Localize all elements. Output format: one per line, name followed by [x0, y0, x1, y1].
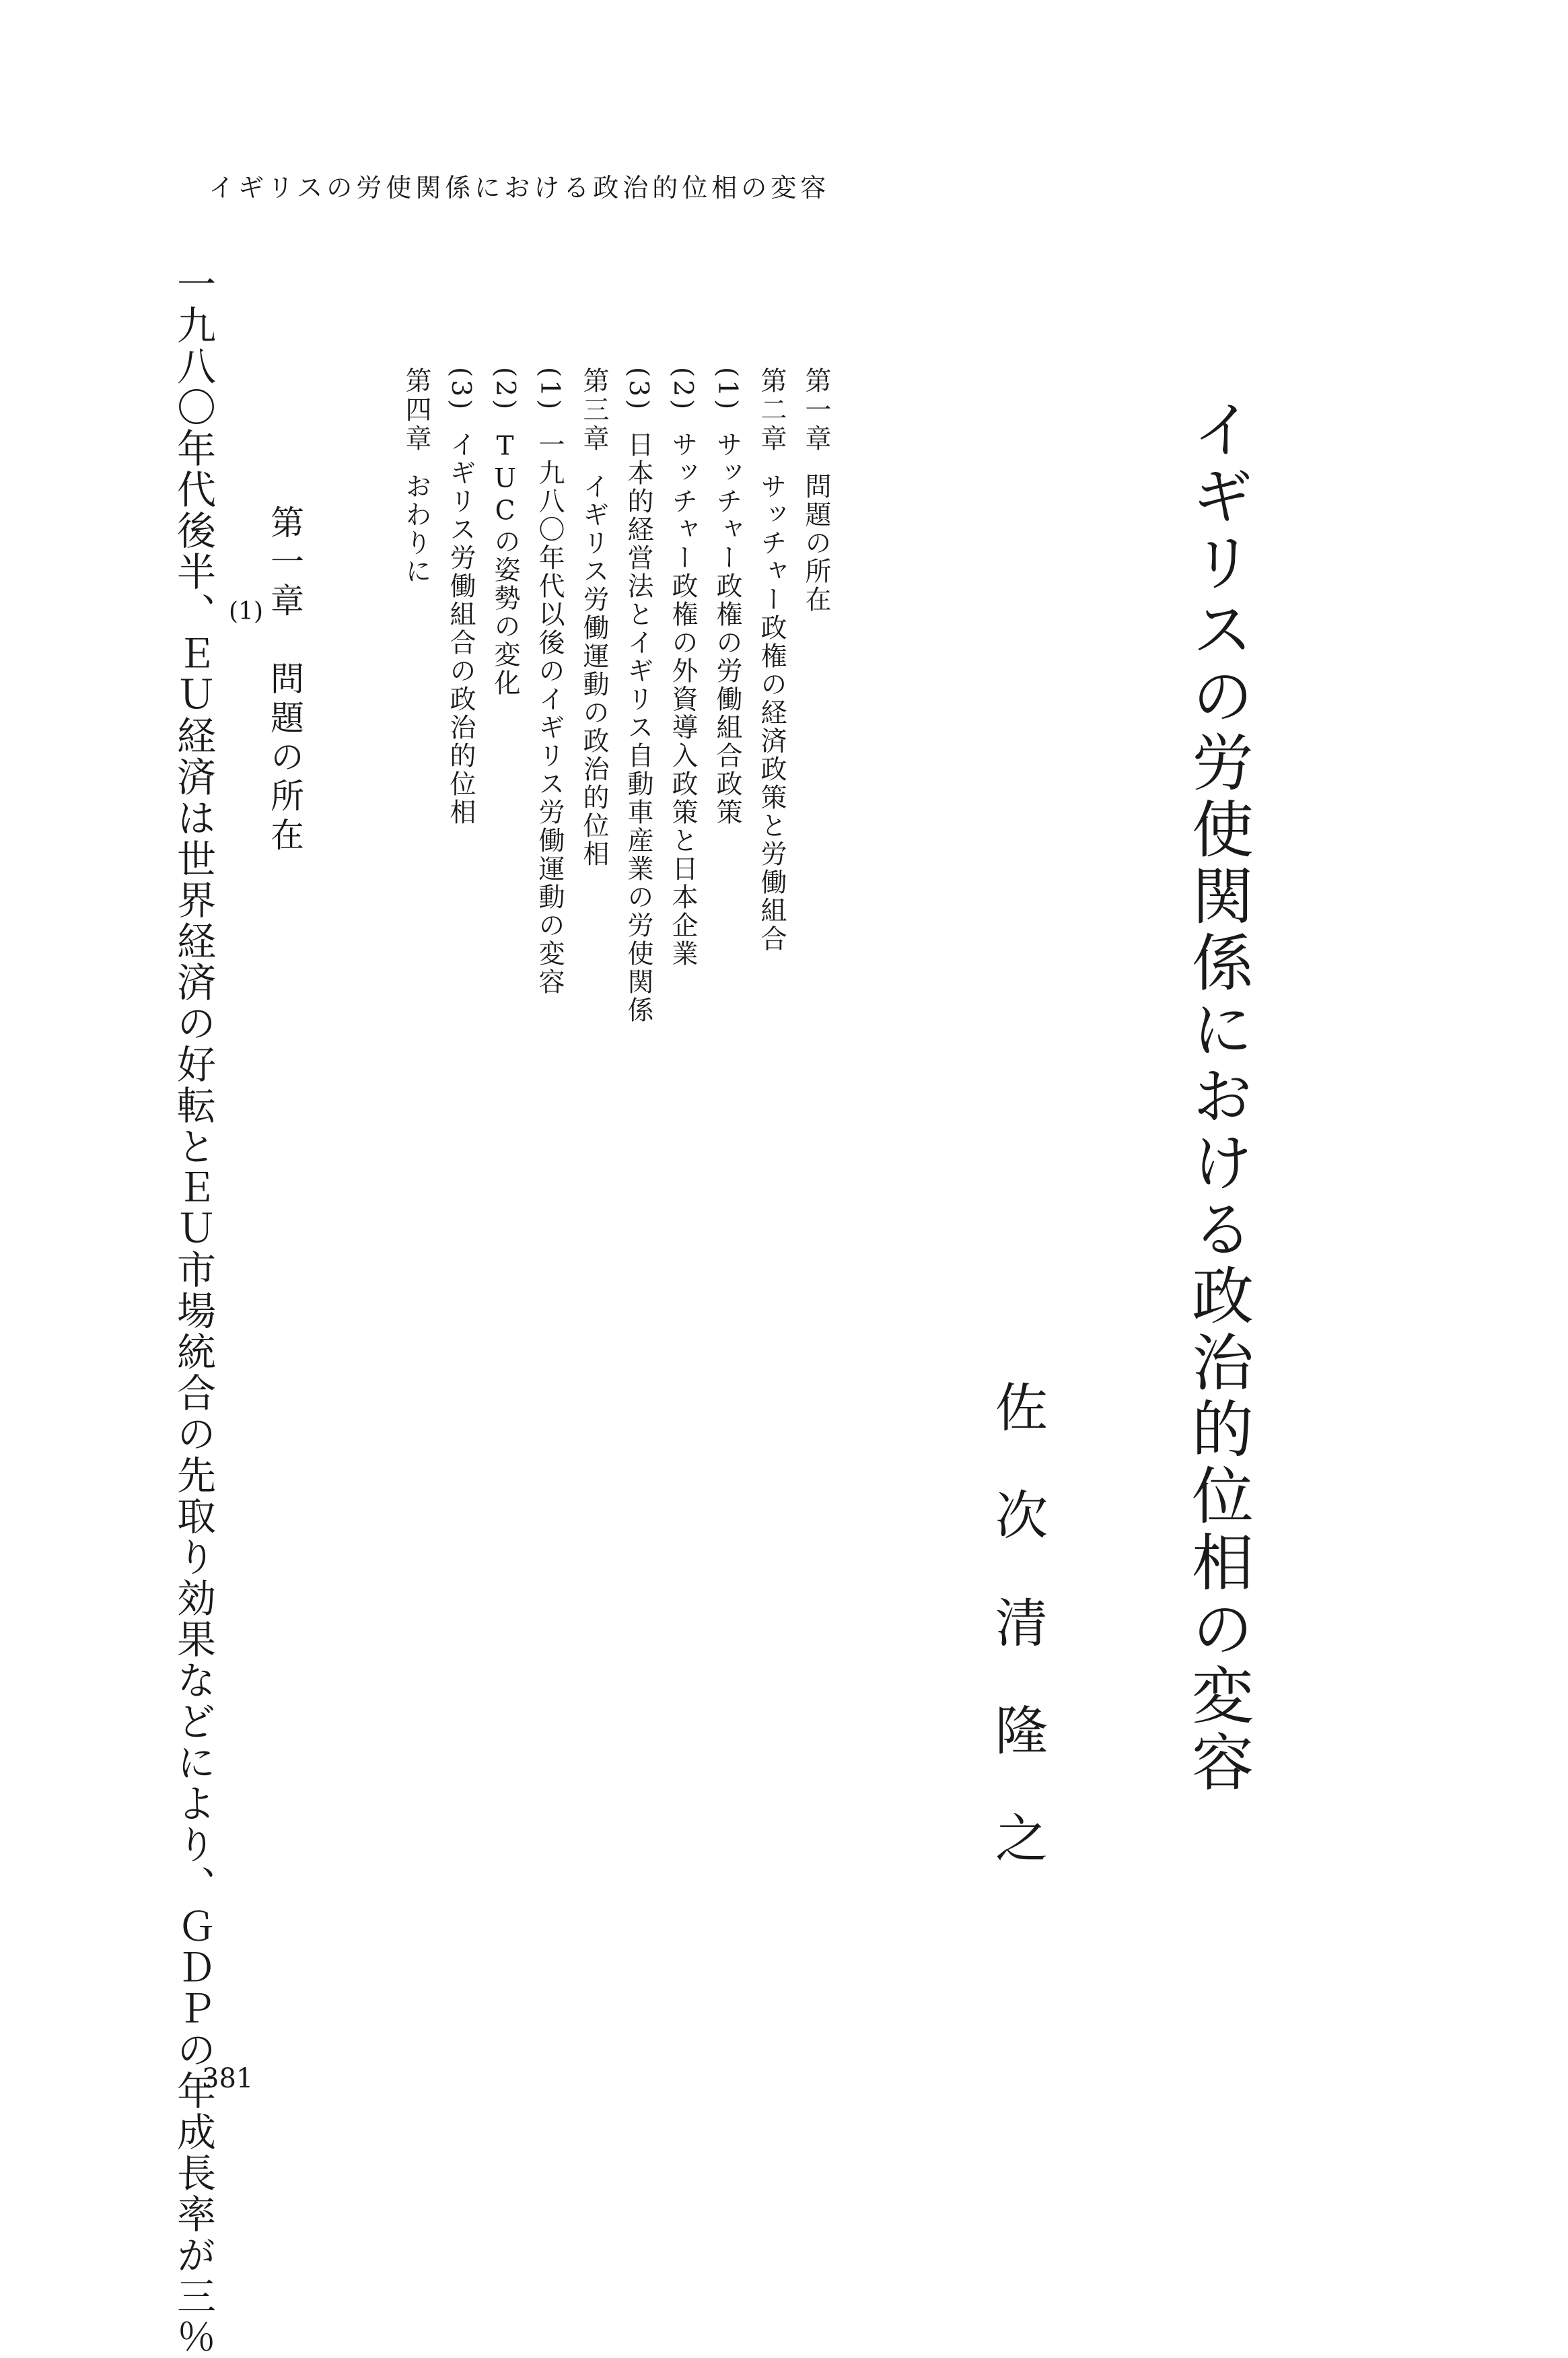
toc-item: (1)一九八〇年代以後のイギリス労働運動の変容	[534, 367, 565, 997]
toc-item: (1)サッチャー政権の労働組合政策	[712, 367, 742, 827]
article-title: イギリスの労使関係における政治的位相の変容	[1182, 397, 1254, 1797]
chapter-heading: 第一章 問題の所在	[265, 505, 304, 856]
page-number: 381	[202, 2063, 254, 2094]
toc-item: (2)TUCの姿勢の変化	[490, 367, 520, 698]
toc-item: (2)サッチャー政権の外資導入政策と日本企業	[668, 367, 698, 969]
table-of-contents	[394, 367, 838, 1511]
toc-item: (3)日本的経営法とイギリス自動車産業の労使関係	[623, 367, 653, 1025]
toc-item: 第一章問題の所在	[801, 367, 831, 614]
author-name: 佐次清隆之	[987, 1380, 1047, 1918]
toc-item: 第三章イギリス労働運動の政治的位相	[579, 367, 609, 868]
footnote-reference: (1)	[229, 598, 263, 625]
toc-item: 第四章おわりに	[401, 367, 431, 586]
running-head: イギリスの労使関係における政治的位相の変容	[209, 173, 830, 203]
toc-item: 第二章サッチャー政権の経済政策と労働組合	[756, 367, 787, 953]
body-text: 一九八〇年代後半、ＥＵ経済は世界経済の好転とＥＵ市場統合の先取り効果などにより、ＧＤＰの年成長率が三％	[170, 264, 216, 2358]
toc-item: (3)イギリス労働組合の政治的位相	[446, 367, 476, 827]
